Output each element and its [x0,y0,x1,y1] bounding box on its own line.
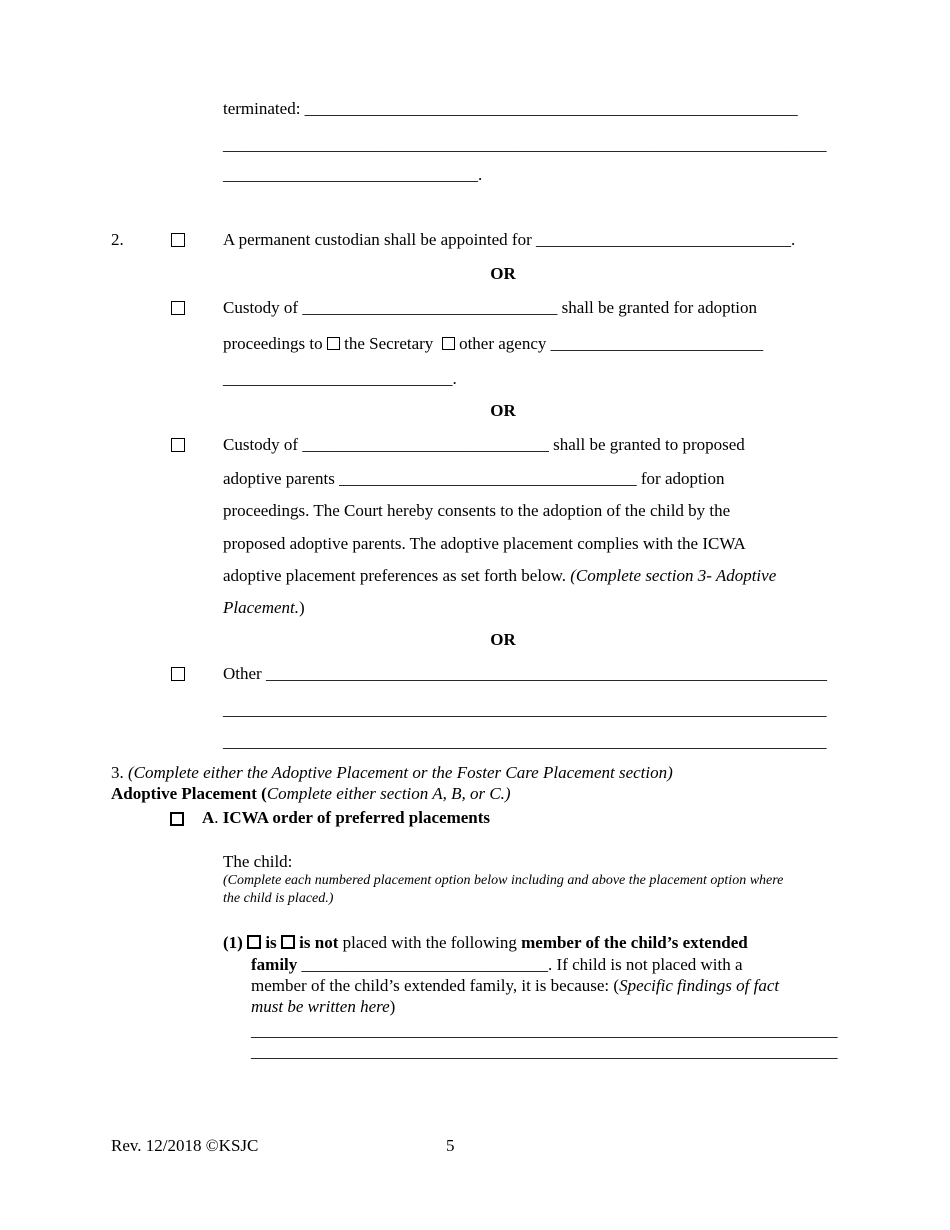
instruction: Placement. [223,598,299,617]
option-custody-adoption: Custody of ______________________________ shall be granted for adoption [223,298,758,317]
text: placed with the following [338,933,522,952]
option-custody-adoption-line2 [223,334,763,354]
text: member of the child’s extended family, it is because: ( [251,976,620,995]
blank-line[interactable]: _____________________________________________________________________ [251,1021,838,1040]
text-line [223,598,305,618]
blank-line[interactable]: _____________________________________________________________________ [251,1042,838,1061]
text-line: proposed adoptive parents. The adoptive placement complies with the ICWA [223,534,746,553]
checkbox-other-agency[interactable] [442,337,455,350]
or-separator: OR [490,401,516,420]
is-not-label: is not [299,933,339,952]
checkbox-section-a[interactable] [170,810,184,830]
is-label: is [265,933,277,952]
or-separator: OR [490,264,516,283]
dot: . [214,808,223,827]
text: member of the child’s extended [521,933,748,952]
instruction: Complete either section A, B, or C.) [266,784,511,803]
blank-line[interactable]: _______________________________________________________________________ [223,732,827,751]
item-number: 2. [111,230,124,249]
blank-line[interactable]: _______________________________________________________________________ [223,700,827,719]
text-line: adoptive parents ___________________________________ for adoption [223,469,725,488]
title: ICWA order of preferred placements [222,808,491,827]
or-separator: OR [490,630,516,649]
instruction: (Complete either the Adoptive Placement or the Foster Care Placement section) [128,763,673,782]
text: other agency _________________________ [459,334,764,353]
option-number: (1) [223,933,243,952]
letter: A [202,808,215,827]
text-line [223,566,776,586]
child-label: The child: [223,852,293,871]
placement-option-1-line3 [251,976,779,996]
text: family [251,955,298,974]
text: ) [299,598,305,617]
section-3-heading [111,763,673,783]
instruction: must be written here [251,997,390,1016]
checkbox[interactable] [171,299,185,319]
revision-footer: Rev. 12/2018 ©KSJC [111,1136,259,1155]
blank-line[interactable]: ___________________________. [223,369,457,388]
text-line: proceedings. The Court hereby consents to the adoption of the child by the [223,501,731,520]
option-other[interactable]: Other __________________________________________________________________ [223,664,827,683]
text: adoptive placement preferences as set forth below. [223,566,571,585]
placement-option-1-line4 [251,997,395,1017]
child-note: (Complete each numbered placement option below including and above the placement option where [223,873,784,888]
instruction: Specific findings of fact [619,976,780,995]
section-number: 3. [111,763,128,782]
child-note: the child is placed.) [223,891,334,906]
option-custody-proposed: Custody of _____________________________ shall be granted to proposed [223,435,745,454]
checkbox[interactable] [171,436,185,456]
text: proceedings to [223,334,323,353]
text: the Secretary [344,334,434,353]
heading-text: Adoptive Placement ( [111,784,267,803]
blank-line[interactable]: ______________________________. [223,165,483,184]
section-a-title [202,808,490,828]
page-number: 5 [446,1136,455,1155]
text: ) [389,997,396,1016]
checkbox[interactable] [171,231,185,251]
placement-option-1-line2 [251,955,743,975]
placement-option-1 [223,933,748,953]
terminated-line[interactable]: terminated: __________________________________________________________ [223,99,798,118]
checkbox-secretary[interactable] [327,337,340,350]
checkbox-is-not[interactable] [281,935,295,949]
text: _____________________________. If child is not placed with a [297,955,743,974]
checkbox-is[interactable] [247,935,261,949]
checkbox[interactable] [171,665,185,685]
option-permanent-custodian: A permanent custodian shall be appointed for ______________________________. [223,230,796,249]
instruction: (Complete section 3- Adoptive [570,566,777,585]
adoptive-placement-heading [111,784,511,804]
blank-line[interactable]: _______________________________________________________________________ [223,135,827,154]
